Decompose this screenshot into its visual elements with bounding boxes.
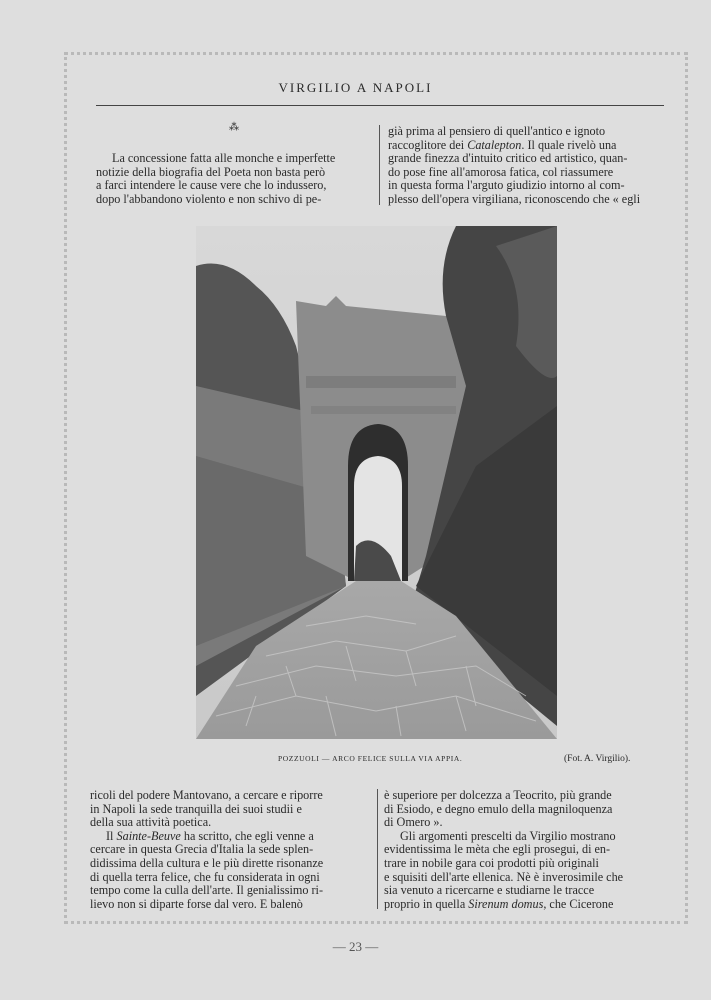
column-divider bbox=[377, 789, 378, 909]
text-line: trare in nobile gara coi prodotti più originali bbox=[384, 855, 599, 870]
photograph-drawing bbox=[196, 226, 557, 739]
text-line: di Omero ». bbox=[384, 815, 443, 830]
text-line: Gli argomenti prescelti da Virgilio mostrano bbox=[400, 828, 616, 843]
text-line: sia venuto a ricercarne e studiarne le tracce bbox=[384, 883, 595, 898]
text-line: in Napoli la sede tranquilla dei suoi studii e bbox=[90, 801, 302, 816]
header-rule bbox=[96, 105, 664, 106]
text-line: a farci intendere le cause vere che lo indussero, bbox=[96, 178, 327, 193]
text-line: di quella terra felice, che fu considerata in ogni bbox=[90, 869, 320, 884]
italic-title: Catalepton bbox=[467, 137, 522, 152]
text-line: ricoli del podere Mantovano, a cercare e riporre bbox=[90, 788, 323, 802]
text-line: in questa forma l'arguto giudizio intorno al com- bbox=[388, 178, 625, 193]
text-line: lievo non si diparte forse dal vero. E balenò bbox=[90, 896, 303, 911]
photograph-arco-felice bbox=[196, 226, 557, 739]
text-line: plesso dell'opera virgiliana, riconoscendo che « egli bbox=[388, 191, 641, 206]
text-line: Il Sainte-Beuve ha scritto, che egli venne a bbox=[106, 828, 314, 843]
text-line: della sua attività poetica. bbox=[90, 815, 212, 830]
text-line: didissima della cultura e le più dirette risonanze bbox=[90, 855, 324, 870]
text-line: notizie della biografia del Poeta non basta però bbox=[96, 164, 326, 179]
photo-credit: (Fot. A. Virgilio). bbox=[564, 754, 631, 764]
top-left-column bbox=[96, 152, 372, 206]
text-line: do pose fine all'amorosa fatica, col riassumere bbox=[388, 164, 614, 179]
italic-name: Sainte-Beuve bbox=[116, 828, 181, 843]
text-line: cercare in questa Grecia d'Italia la sede splen- bbox=[90, 842, 314, 857]
column-divider bbox=[379, 125, 380, 205]
text-line: di Esiodo, e degno emulo della magniloquenza bbox=[384, 801, 613, 816]
text-line: proprio in quella Sirenum domus, che Cicerone bbox=[384, 896, 614, 911]
text-line: dopo l'abbandono violento e non schivo di pe- bbox=[96, 191, 322, 206]
text-line: e squisiti dell'arte ellenica. Nè è inverosimile che bbox=[384, 869, 624, 884]
bottom-right-column bbox=[384, 789, 660, 911]
page-number: — 23 — bbox=[332, 939, 379, 954]
top-right-column bbox=[388, 125, 664, 207]
text-line: La concessione fatta alle monche e imperfette bbox=[112, 151, 336, 165]
asterism: ⁂ bbox=[229, 122, 239, 133]
text-line: tempo come la culla dell'arte. Il genialissimo ri- bbox=[90, 883, 324, 898]
bottom-left-column bbox=[90, 789, 366, 911]
italic-phrase: Sirenum domus bbox=[468, 896, 544, 911]
text-line: è superiore per dolcezza a Teocrito, più grande bbox=[384, 788, 612, 802]
figure-caption: POZZUOLI — ARCO FELICE SULLA VIA APPIA. bbox=[278, 754, 463, 763]
text-line: evidentissima le mèta che egli prosegui, di en- bbox=[384, 842, 611, 857]
text-line: già prima al pensiero di quell'antico e ignoto bbox=[388, 124, 606, 138]
text-line: raccoglitore dei Catalepton. Il quale rivelò una bbox=[388, 137, 617, 152]
text-line: grande finezza d'intuito critico ed artistico, quan- bbox=[388, 151, 628, 166]
running-header: VIRGILIO A NAPOLI bbox=[278, 80, 433, 95]
